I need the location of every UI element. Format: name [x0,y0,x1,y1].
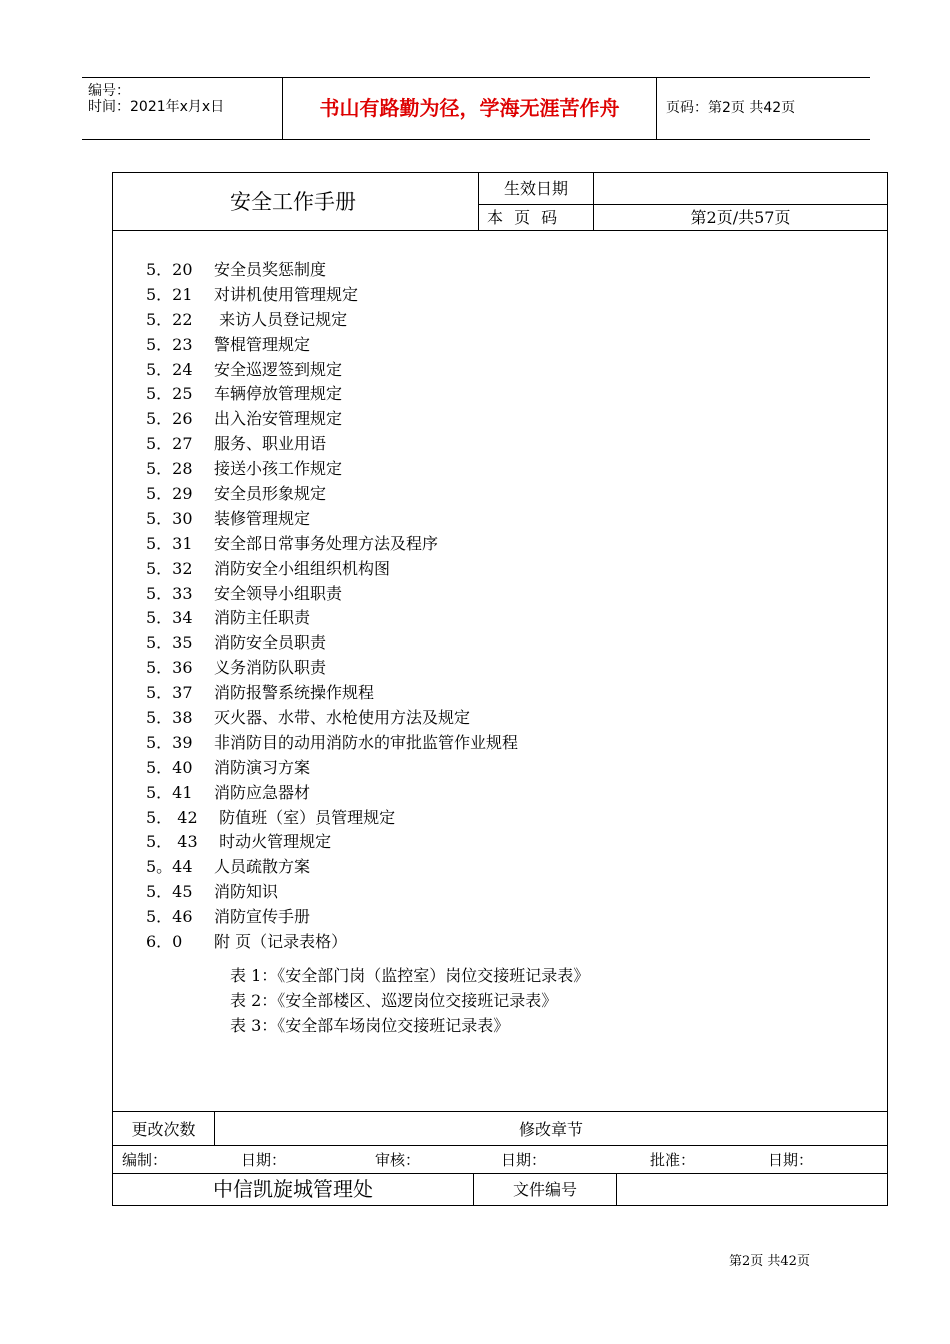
toc-item-title: 安全巡逻签到规定 [214,359,343,379]
page-code-value: 第2页/共57页 [594,205,887,231]
toc-item-title: 灭火器、水带、水枪使用方法及规定 [214,708,471,728]
toc-item [146,283,518,308]
revision-section-label: 修改章节 [215,1111,887,1146]
toc-item [146,606,518,631]
toc-item-title: 警棍管理规定 [214,334,311,354]
toc-item-title: 非消防目的动用消防水的审批监管作业规程 [214,732,519,752]
header-page-info: 页码：第2页 共42页 [666,100,796,116]
toc-item-number: 5．45 [146,882,193,902]
toc-item [146,557,518,582]
toc-item-number: 5．32 [146,558,193,578]
toc-item-title: 车辆停放管理规定 [214,384,343,404]
toc-item-title: 防值班（室）员管理规定 [214,807,396,827]
toc-item [146,333,518,358]
toc-item-number: 5．22 [146,309,193,329]
organization-name: 中信凯旋城管理处 [113,1174,474,1205]
toc-item [146,681,518,706]
toc-item [146,358,518,383]
toc-item-number: 5．35 [146,633,193,653]
toc-item-title: 出入治安管理规定 [214,409,343,429]
toc-item-title: 来访人员登记规定 [214,309,348,329]
toc-item [146,656,518,681]
toc-item-title: 对讲机使用管理规定 [214,284,359,304]
toc-item-title: 安全部日常事务处理方法及程序 [214,533,439,553]
motto: 书山有路勤为径，学海无涯苦作舟 [282,78,657,139]
toc-item-number: 5．23 [146,334,193,354]
toc-item-title: 消防知识 [214,882,279,902]
toc-item-number: 5．37 [146,683,193,703]
effective-date-label: 生效日期 [479,173,594,205]
page-footer: 第2页 共42页 [729,1254,810,1269]
toc-item [146,582,518,607]
toc-item [146,258,518,283]
toc-item-number: 5．39 [146,732,193,752]
toc-item-number: 5．29 [146,484,193,504]
toc-item [146,855,518,880]
toc-item-title: 人员疏散方案 [214,857,311,877]
toc-item-title: 消防演习方案 [214,757,311,777]
toc-item [146,830,518,855]
toc-item-number: 6．0 [146,932,183,952]
page-header [82,77,870,140]
toc-item [146,706,518,731]
toc-item [146,407,518,432]
toc-item-title: 安全领导小组职责 [214,583,343,603]
number-label: 编号： [88,83,130,99]
appendix-table-list [230,963,589,1038]
effective-date-value [594,173,887,205]
toc-item-number: 5．30 [146,508,193,528]
toc-item-number: 5。44 [146,857,193,877]
form-title: 安全工作手册 [113,173,479,231]
toc-item-number: 5．28 [146,459,193,479]
toc-item [146,756,518,781]
toc-item-title: 安全员奖惩制度 [214,260,327,279]
toc-item [146,507,518,532]
toc-item-number: 5．27 [146,434,193,454]
editor-label: 编制： [122,1151,168,1169]
toc-item [146,457,518,482]
toc-item [146,880,518,905]
toc-item [146,308,518,333]
appendix-table-item: 表 3：《安全部车场岗位交接班记录表》 [230,1016,510,1035]
toc-item [146,930,518,955]
revision-count-label: 更改次数 [113,1111,215,1146]
toc-item [146,806,518,831]
toc-item-title: 安全员形象规定 [214,484,327,504]
toc-item-number: 5．36 [146,658,193,678]
toc-item-number: 5．21 [146,284,193,304]
date-label-2: 日期： [501,1151,547,1169]
toc-item-title: 消防主任职责 [214,608,311,628]
toc-item-title: 义务消防队职责 [214,658,327,678]
toc-item-number: 5．34 [146,608,193,628]
toc-item-number: 5．33 [146,583,193,603]
toc-item-title: 消防宣传手册 [214,907,311,927]
appendix-table-item: 表 1：《安全部门岗（监控室）岗位交接班记录表》 [230,966,590,985]
toc-item-title: 装修管理规定 [214,508,311,528]
toc-item-title: 附 页（记录表格） [214,932,348,952]
toc-item-number: 5．31 [146,533,193,553]
date-label-1: 日期： [241,1151,287,1169]
appendix-table-item: 表 2：《安全部楼区、巡逻岗位交接班记录表》 [230,991,558,1010]
doc-number-label: 文件编号 [474,1174,617,1205]
toc-item-title: 消防安全员职责 [214,633,327,653]
toc-item-title: 时动火管理规定 [214,832,332,852]
toc-item-title: 消防安全小组组织机构图 [214,558,391,578]
toc-item-number: 5．25 [146,384,193,404]
toc-item-title: 消防应急器材 [214,782,311,802]
toc-item [146,382,518,407]
toc-item [146,905,518,930]
toc-item-title: 服务、职业用语 [214,434,327,454]
toc-item [146,432,518,457]
toc-item [146,532,518,557]
toc-item [146,482,518,507]
doc-number-value [617,1174,887,1205]
approver-label: 批准： [650,1151,696,1169]
toc-item-number: 5．46 [146,907,193,927]
toc-item-title: 消防报警系统操作规程 [214,683,375,703]
toc-item-number: 5．20 [146,260,193,279]
toc-item [146,631,518,656]
toc-item-number: 5．40 [146,757,193,777]
toc-item-number: 5．26 [146,409,193,429]
toc-item-number: 5．41 [146,782,193,802]
date-label-3: 日期： [768,1151,814,1169]
signoff-row [113,1146,887,1174]
table-of-contents [146,258,518,955]
page-code-label: 本 页 码 [479,205,594,231]
toc-item-number: 5． 43 [146,832,198,852]
toc-item-number: 5．38 [146,708,193,728]
manual-form [112,172,888,1206]
time-label: 时间：2021年x月x日 [88,99,225,115]
reviewer-label: 审核： [375,1151,421,1169]
toc-item-title: 接送小孩工作规定 [214,459,343,479]
toc-item-number: 5． 42 [146,807,198,827]
toc-item-number: 5．24 [146,359,193,379]
toc-item [146,731,518,756]
header-meta [82,78,282,139]
toc-item [146,781,518,806]
